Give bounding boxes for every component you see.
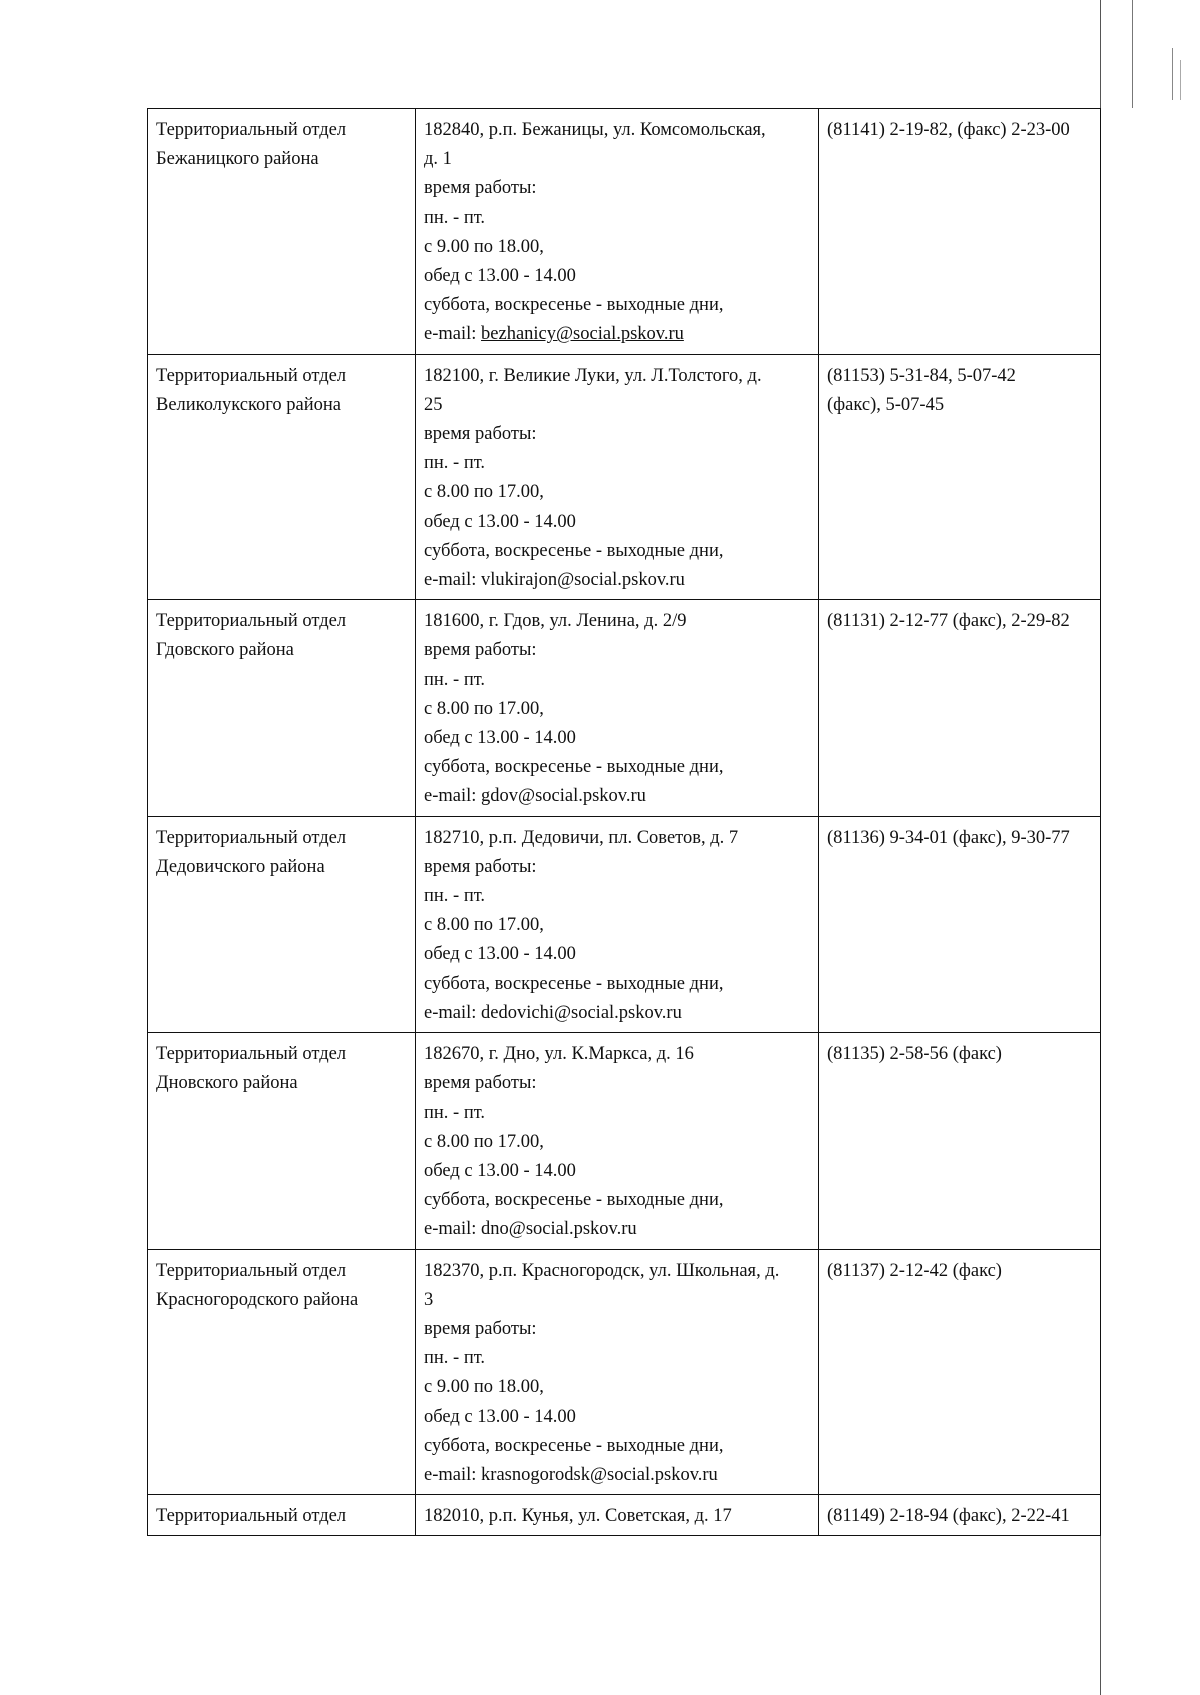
working-hours-line: обед с 13.00 - 14.00 xyxy=(424,1160,576,1181)
working-hours-line: с 9.00 по 18.00, xyxy=(424,1377,544,1398)
department-name-line: Территориальный отдел xyxy=(156,611,347,632)
department-cell xyxy=(148,109,416,355)
phone-cell xyxy=(819,1249,1101,1495)
working-hours-line: с 8.00 по 17.00, xyxy=(424,1131,544,1152)
table-row xyxy=(148,1249,1101,1495)
address-cell xyxy=(416,600,819,816)
working-hours-line: суббота, воскресенье - выходные дни, xyxy=(424,757,724,778)
working-hours-line: суббота, воскресенье - выходные дни, xyxy=(424,973,724,994)
phone-line: (81149) 2-18-94 (факс), 2-22-41 xyxy=(827,1506,1070,1527)
phone-line: (81136) 9-34-01 (факс), 9-30-77 xyxy=(827,827,1070,848)
department-name-line: Территориальный отдел xyxy=(156,1506,347,1527)
address-line: 181600, г. Гдов, ул. Ленина, д. 2/9 xyxy=(424,611,687,632)
email-line xyxy=(424,566,811,595)
phone-line: (факс), 5-07-45 xyxy=(827,394,945,415)
scan-edge-line xyxy=(1132,0,1133,108)
address-cell xyxy=(416,109,819,355)
working-hours-line: обед с 13.00 - 14.00 xyxy=(424,266,576,287)
contacts-table xyxy=(147,108,1101,1536)
table-row xyxy=(148,109,1101,355)
phone-line: (81141) 2-19-82, (факс) 2-23-00 xyxy=(827,120,1070,140)
working-hours-line: пн. - пт. xyxy=(424,669,486,690)
department-cell xyxy=(148,1033,416,1249)
working-hours-line: пн. - пт. xyxy=(424,453,486,474)
department-cell xyxy=(148,600,416,816)
contacts-table-body xyxy=(148,109,1101,1536)
working-hours-line: суббота, воскресенье - выходные дни, xyxy=(424,1435,724,1456)
working-hours-line: время работы: xyxy=(424,178,537,199)
email-line xyxy=(424,320,811,349)
working-hours-line: пн. - пт. xyxy=(424,1102,486,1123)
working-hours-line: пн. - пт. xyxy=(424,1348,486,1369)
phone-cell xyxy=(819,109,1101,355)
department-name-line: Территориальный отдел xyxy=(156,120,347,140)
address-line: 182670, г. Дно, ул. К.Маркса, д. 16 xyxy=(424,1044,694,1065)
working-hours-line: суббота, воскресенье - выходные дни, xyxy=(424,540,724,561)
address-line: д. 1 xyxy=(424,149,452,170)
department-name-line: Красногородского района xyxy=(156,1289,359,1310)
address-cell xyxy=(416,816,819,1032)
department-name-line: Территориальный отдел xyxy=(156,827,347,848)
address-line: 182010, р.п. Кунья, ул. Советская, д. 17 xyxy=(424,1506,732,1527)
department-cell xyxy=(148,354,416,600)
email-label: e-mail: xyxy=(424,1464,482,1485)
email-line xyxy=(424,1215,811,1244)
department-name-line: Территориальный отдел xyxy=(156,365,347,386)
working-hours-line: с 8.00 по 17.00, xyxy=(424,915,544,936)
department-name-line: Территориальный отдел xyxy=(156,1044,347,1065)
working-hours-line: суббота, воскресенье - выходные дни, xyxy=(424,1190,724,1211)
department-name-line: Дновского района xyxy=(156,1073,298,1094)
email-label: e-mail: xyxy=(424,324,482,345)
email-label: e-mail: xyxy=(424,786,482,807)
email-link[interactable]: krasnogorodsk@social.pskov.ru xyxy=(481,1464,718,1485)
scan-edge-mark xyxy=(1180,60,1181,100)
department-cell xyxy=(148,1249,416,1495)
scan-edge-mark xyxy=(1172,48,1173,100)
working-hours-line: обед с 13.00 - 14.00 xyxy=(424,728,576,749)
address-cell xyxy=(416,354,819,600)
email-link[interactable]: bezhanicy@social.pskov.ru xyxy=(481,324,684,345)
working-hours-line: с 8.00 по 17.00, xyxy=(424,698,544,719)
email-link[interactable]: dno@social.pskov.ru xyxy=(481,1219,637,1240)
email-label: e-mail: xyxy=(424,1219,482,1240)
address-line: 182100, г. Великие Луки, ул. Л.Толстого, д. xyxy=(424,365,762,386)
working-hours-line: обед с 13.00 - 14.00 xyxy=(424,511,576,532)
address-cell xyxy=(416,1033,819,1249)
email-link[interactable]: gdov@social.pskov.ru xyxy=(481,786,646,807)
working-hours-line: пн. - пт. xyxy=(424,886,486,907)
email-line xyxy=(424,1461,811,1490)
email-line xyxy=(424,999,811,1028)
table-row xyxy=(148,600,1101,816)
phone-line: (81137) 2-12-42 (факс) xyxy=(827,1260,1002,1281)
email-link[interactable]: dedovichi@social.pskov.ru xyxy=(481,1002,682,1023)
working-hours-line: обед с 13.00 - 14.00 xyxy=(424,944,576,965)
phone-cell xyxy=(819,816,1101,1032)
address-line: 182840, р.п. Бежаницы, ул. Комсомольская, xyxy=(424,120,766,140)
phone-line: (81131) 2-12-77 (факс), 2-29-82 xyxy=(827,611,1070,632)
working-hours-line: обед с 13.00 - 14.00 xyxy=(424,1406,576,1427)
table-row xyxy=(148,1495,1101,1536)
working-hours-line: время работы: xyxy=(424,1073,537,1094)
working-hours-line: суббота, воскресенье - выходные дни, xyxy=(424,295,724,316)
phone-cell xyxy=(819,1033,1101,1249)
department-name-line: Гдовского района xyxy=(156,640,294,661)
table-row xyxy=(148,354,1101,600)
phone-cell xyxy=(819,1495,1101,1536)
working-hours-line: пн. - пт. xyxy=(424,207,486,228)
address-line: 3 xyxy=(424,1289,434,1310)
address-line: 182710, р.п. Дедовичи, пл. Советов, д. 7 xyxy=(424,827,739,848)
department-cell xyxy=(148,1495,416,1536)
working-hours-line: время работы: xyxy=(424,1318,537,1339)
phone-line: (81135) 2-58-56 (факс) xyxy=(827,1044,1002,1065)
phone-line: (81153) 5-31-84, 5-07-42 xyxy=(827,365,1016,386)
working-hours-line: время работы: xyxy=(424,856,537,877)
working-hours-line: с 9.00 по 18.00, xyxy=(424,236,544,257)
address-line: 25 xyxy=(424,394,443,415)
working-hours-line: с 8.00 по 17.00, xyxy=(424,482,544,503)
working-hours-line: время работы: xyxy=(424,640,537,661)
department-name-line: Великолукского района xyxy=(156,394,341,415)
address-cell xyxy=(416,1495,819,1536)
email-link[interactable]: vlukirajon@social.pskov.ru xyxy=(481,570,685,591)
table-row xyxy=(148,1033,1101,1249)
department-name-line: Территориальный отдел xyxy=(156,1260,347,1281)
phone-cell xyxy=(819,600,1101,816)
address-cell xyxy=(416,1249,819,1495)
table-row xyxy=(148,816,1101,1032)
working-hours-line: время работы: xyxy=(424,424,537,445)
email-label: e-mail: xyxy=(424,570,482,591)
department-cell xyxy=(148,816,416,1032)
department-name-line: Бежаницкого района xyxy=(156,149,319,170)
email-label: e-mail: xyxy=(424,1002,482,1023)
department-name-line: Дедовичского района xyxy=(156,856,325,877)
address-line: 182370, р.п. Красногородск, ул. Школьная, д. xyxy=(424,1260,780,1281)
phone-cell xyxy=(819,354,1101,600)
email-line xyxy=(424,782,811,811)
